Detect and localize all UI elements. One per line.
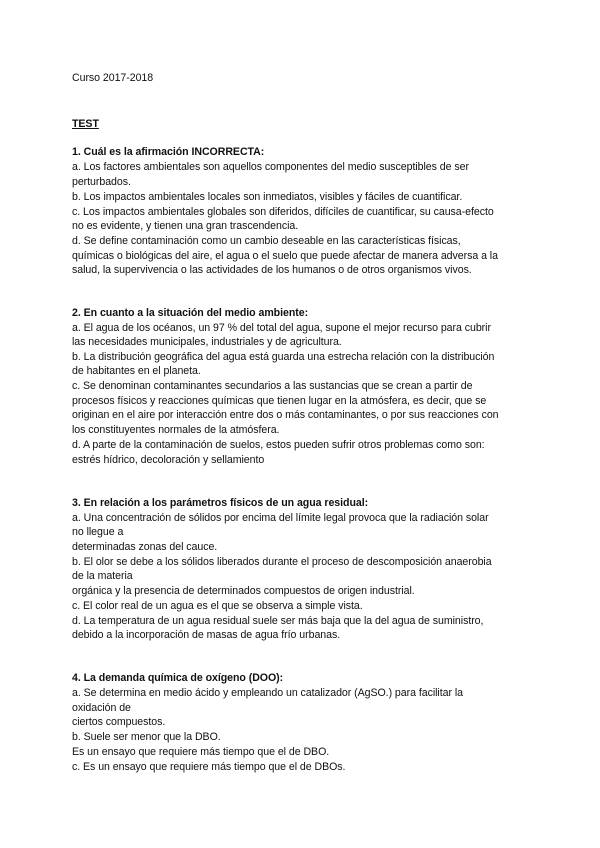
question-1-line: químicas o biológicas del aire, el agua o el suelo que puede afectar de manera adversa a la <box>72 250 498 262</box>
question-1-line: a. Los factores ambientales son aquellos componentes del medio susceptibles de ser <box>72 161 469 173</box>
question-3-line: d. La temperatura de un agua residual suele ser más baja que la del agua de suministro, <box>72 615 484 627</box>
question-4-line: c. Es un ensayo que requiere más tiempo que el de DBOs. <box>72 761 346 773</box>
question-2-line: las necesidades municipales, industriales y de agricultura. <box>72 336 342 348</box>
question-3-line: orgánica y la presencia de determinados compuestos de origen industrial. <box>72 585 415 597</box>
question-2-line: estrés hídrico, decoloración y sellamiento <box>72 454 265 466</box>
question-4-line: a. Se determina en medio ácido y empleando un catalizador (AgSO.) para facilitar la <box>72 687 463 699</box>
question-3-line: debido a la incorporación de masas de agua frío urbanas. <box>72 629 341 641</box>
question-2-line: de habitantes en el planeta. <box>72 365 201 377</box>
question-2-line: los constituyentes normales de la atmósfera. <box>72 424 280 436</box>
question-1-line: no es evidente, y tienen una gran trascendencia. <box>72 220 299 232</box>
question-3-line: c. El color real de un agua es el que se observa a simple vista. <box>72 600 363 612</box>
question-3-line: a. Una concentración de sólidos por encima del límite legal provoca que la radiación solar <box>72 512 489 524</box>
question-1-line: perturbados. <box>72 176 131 188</box>
question-3-line: b. El olor se debe a los sólidos liberados durante el proceso de descomposición anaerobia <box>72 556 492 568</box>
page-title: TEST <box>72 118 99 130</box>
question-2-line: procesos físicos y reacciones químicas que tienen lugar en la atmósfera, es decir, que se <box>72 395 487 407</box>
question-4-line: Es un ensayo que requiere más tiempo que el de DBO. <box>72 746 330 758</box>
question-1-line: d. Se define contaminación como un cambio deseable en las características físicas, <box>72 235 461 247</box>
question-1-line: b. Los impactos ambientales locales son inmediatos, visibles y fáciles de cuantificar. <box>72 191 463 203</box>
question-2-line: d. A parte de la contaminación de suelos, estos pueden sufrir otros problemas como son: <box>72 439 485 451</box>
question-1-heading: 1. Cuál es la afirmación INCORRECTA: <box>72 146 265 158</box>
question-4-line: oxidación de <box>72 702 131 714</box>
question-2-line: b. La distribución geográfica del agua está guarda una estrecha relación con la distribución <box>72 351 495 363</box>
question-3-line: determinadas zonas del cauce. <box>72 541 218 553</box>
question-3-heading: 3. En relación a los parámetros físicos de un agua residual: <box>72 497 369 509</box>
question-4-heading: 4. La demanda química de oxígeno (DOO): <box>72 672 284 684</box>
question-3-line: no llegue a <box>72 526 124 538</box>
question-2-heading: 2. En cuanto a la situación del medio ambiente: <box>72 307 309 319</box>
question-2-line: c. Se denominan contaminantes secundarios a las sustancias que se crean a partir de <box>72 380 473 392</box>
question-2-line: a. El agua de los océanos, un 97 % del total del agua, supone el mejor recurso para cubrir <box>72 322 491 334</box>
question-1-line: c. Los impactos ambientales globales son diferidos, difíciles de cuantificar, su causa-efecto <box>72 206 494 218</box>
question-4-line: ciertos compuestos. <box>72 716 166 728</box>
question-3-line: de la materia <box>72 570 133 582</box>
question-1-line: salud, la supervivencia o las actividades de los humanos o de otros organismos vivos. <box>72 264 472 276</box>
question-4-line: b. Suele ser menor que la DBO. <box>72 731 221 743</box>
course-label: Curso 2017-2018 <box>72 72 154 84</box>
question-2-line: originan en el aire por interacción entre dos o más contaminantes, o por sus reacciones con <box>72 409 499 421</box>
